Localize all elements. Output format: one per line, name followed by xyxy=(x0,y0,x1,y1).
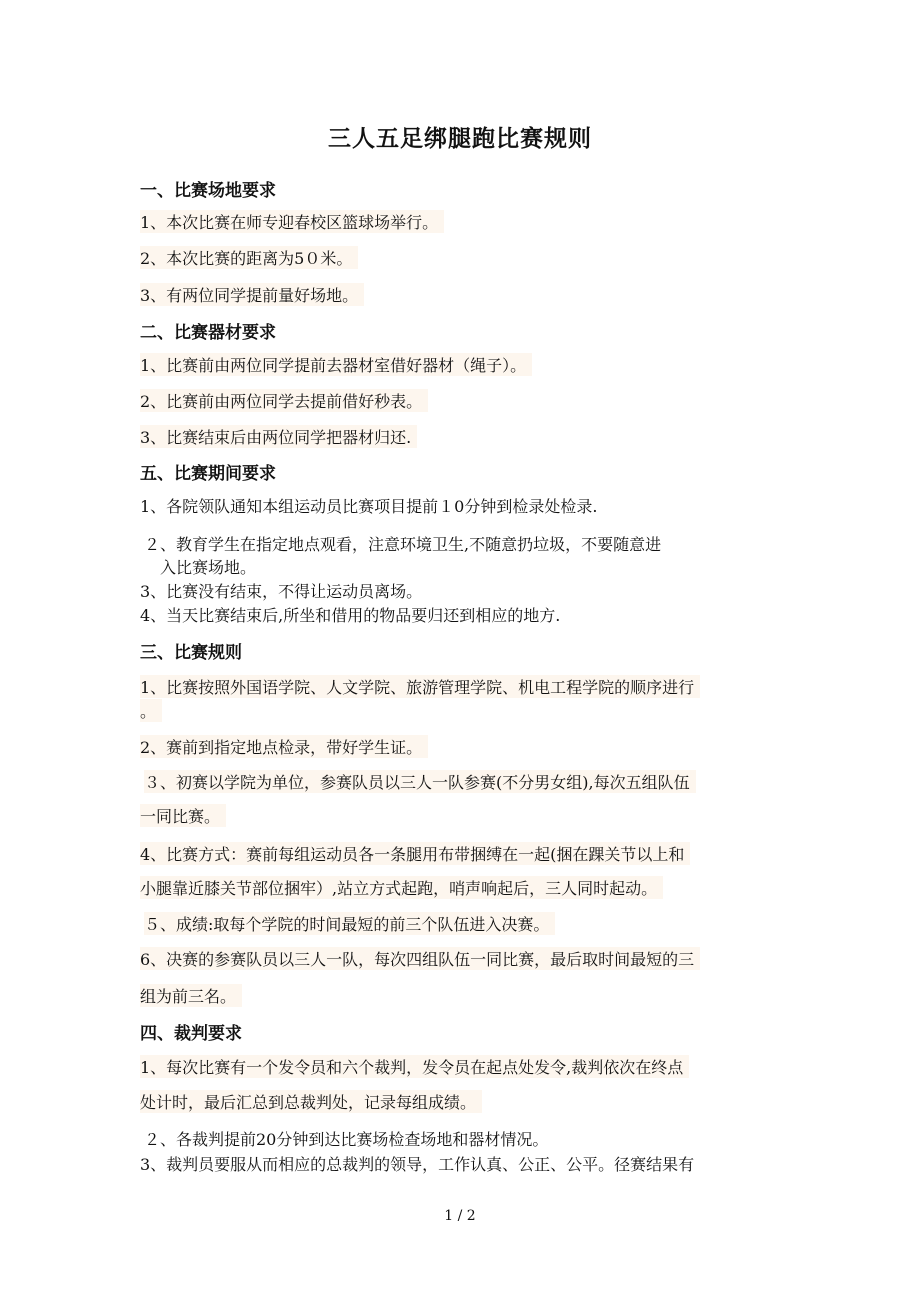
paragraph: 6、决赛的参赛队员以三人一队，每次四组队伍一同比赛，最后取时间最短的三 xyxy=(140,947,700,970)
paragraph: ３、初赛以学院为单位，参赛队员以三人一队参赛(不分男女组),每次五组队伍 xyxy=(144,770,696,793)
paragraph: 1、本次比赛在师专迎春校区篮球场举行。 xyxy=(140,210,444,233)
document-title: 三人五足绑腿跑比赛规则 xyxy=(328,126,592,152)
paragraph: 4、比赛方式：赛前每组运动员各一条腿用布带捆缚在一起(捆在踝关节以上和 xyxy=(140,842,690,865)
paragraph: 2、本次比赛的距离为5０米。 xyxy=(140,246,358,269)
paragraph: 。 xyxy=(140,699,162,722)
paragraph: 1、每次比赛有一个发令员和六个裁判，发令员在起点处发令,裁判依次在终点 xyxy=(140,1055,689,1078)
paragraph: 3、比赛没有结束，不得让运动员离场。 xyxy=(140,582,423,601)
paragraph: ５、成绩:取每个学院的时间最短的前三个队伍进入决赛。 xyxy=(144,912,555,935)
paragraph: 组为前三名。 xyxy=(140,984,242,1007)
paragraph: 3、有两位同学提前量好场地。 xyxy=(140,283,364,306)
section-heading: 二、比赛器材要求 xyxy=(140,323,276,343)
paragraph: 小腿靠近膝关节部位捆牢）,站立方式起跑，哨声响起后，三人同时起动。 xyxy=(140,876,663,899)
paragraph: ２、各裁判提前20分钟到达比赛场检查场地和器材情况。 xyxy=(144,1130,549,1149)
paragraph: 处计时，最后汇总到总裁判处，记录每组成绩。 xyxy=(140,1090,482,1113)
section-heading: 一、比赛场地要求 xyxy=(140,181,276,201)
section-heading: 四、裁判要求 xyxy=(140,1024,242,1044)
paragraph: 入比赛场地。 xyxy=(160,558,257,577)
paragraph: 1、各院领队通知本组运动员比赛项目提前１0分钟到检录处检录. xyxy=(140,497,598,516)
section-heading: 三、比赛规则 xyxy=(140,643,242,663)
paragraph: 2、赛前到指定地点检录，带好学生证。 xyxy=(140,735,428,758)
paragraph: 一同比赛。 xyxy=(140,804,226,827)
page-number: 1 / 2 xyxy=(444,1208,476,1224)
paragraph: 4、当天比赛结束后,所坐和借用的物品要归还到相应的地方. xyxy=(140,606,561,625)
section-heading: 五、比赛期间要求 xyxy=(140,464,276,484)
paragraph: 2、比赛前由两位同学去提前借好秒表。 xyxy=(140,389,428,412)
paragraph: ２、教育学生在指定地点观看，注意环境卫生,不随意扔垃圾，不要随意进 xyxy=(144,535,662,554)
paragraph: 3、裁判员要服从而相应的总裁判的领导，工作认真、公正、公平。径赛结果有 xyxy=(140,1155,695,1174)
paragraph: 1、比赛前由两位同学提前去器材室借好器材（绳子）。 xyxy=(140,353,532,376)
paragraph: 1、比赛按照外国语学院、人文学院、旅游管理学院、机电工程学院的顺序进行 xyxy=(140,675,700,698)
paragraph: 3、比赛结束后由两位同学把器材归还. xyxy=(140,425,417,448)
